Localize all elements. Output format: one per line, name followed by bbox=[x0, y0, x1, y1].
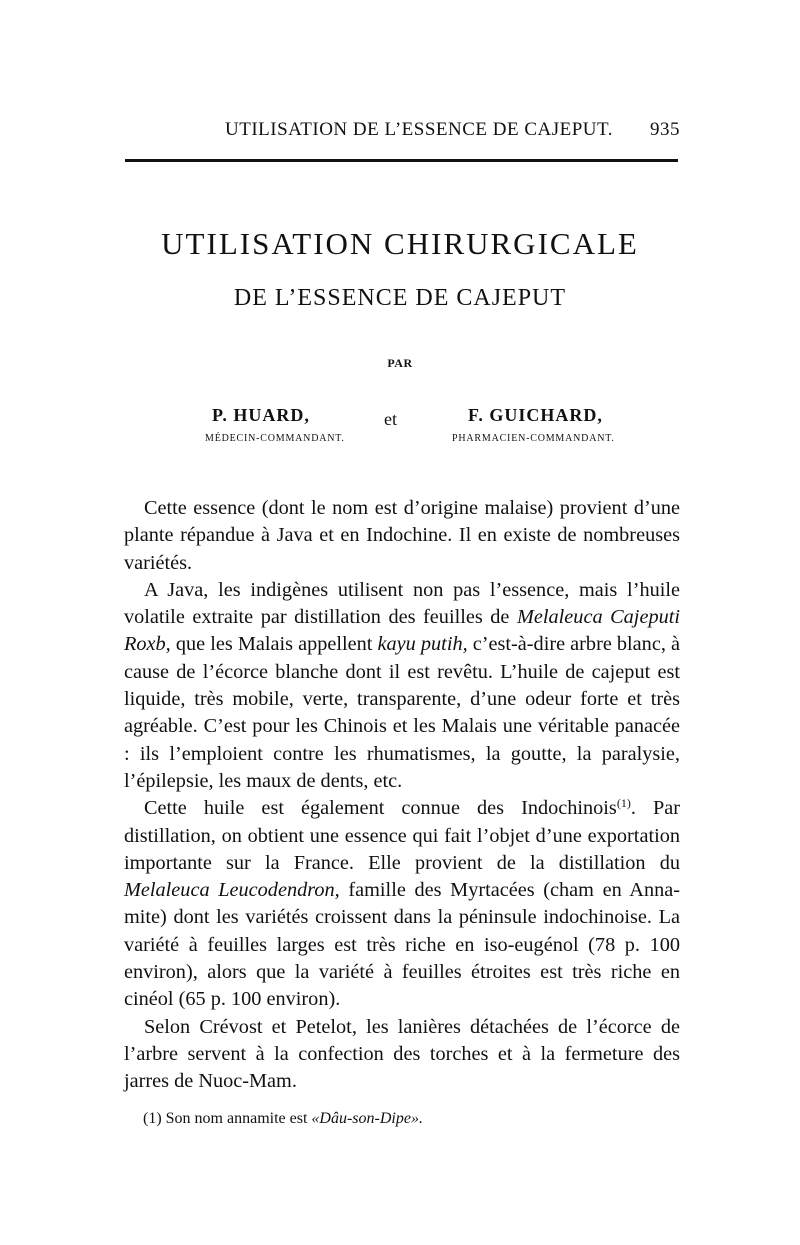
paragraph-2-text-b: que les Malais appellent bbox=[170, 633, 378, 656]
article-subtitle: DE L’ESSENCE DE CAJEPUT bbox=[233, 285, 567, 311]
species-name-cajeputi: Melaleuca Cajeputi Roxb, bbox=[124, 606, 680, 656]
article-title: UTILISATION CHIRURGICALE bbox=[161, 226, 639, 261]
author-role-1: MÉDECIN-COMMANDANT. bbox=[205, 433, 345, 444]
header-rule bbox=[125, 159, 678, 162]
running-head-title: UTILISATION DE L’ESSENCE DE CAJEPUT. bbox=[225, 119, 613, 140]
paragraph-4: Selon Crévost et Petelot, les lanières détachées de l’écorce de l’arbre servent à la confection des torches et à la fermeture des jarres de Nuoc-Mam. bbox=[124, 1015, 680, 1093]
article-body bbox=[124, 495, 680, 1096]
paragraph-2-text-c: c’est-à-dire arbre blanc, à cause de l’écorce blanche dont il est revêtu. L’huile de cajeput est liquide, très mobile, verte, transparente, d’une odeur forte et très agréable. C’est pour les Chinois et les Malais une véritable panacée : ils l’emploient contre les rhumatismes, la goutte, la paralysie, l’épilepsie, les maux de dents, etc. bbox=[124, 633, 680, 792]
paragraph-2 bbox=[124, 577, 680, 795]
author-name-2: F. GUICHARD, bbox=[468, 405, 603, 425]
paragraph-3-text-c: famille des Myrtacées (cham en Annamite) dont les variétés croissent dans la péninsule indochinoise. La variété à feuilles larges est très riche en iso-eugénol (78 p. 100 environ), alors que la variété à feuilles étroites est très riche en cinéol (65 p. 100 environ). bbox=[124, 879, 680, 1011]
paragraph-3-text-b: . Par distillation, on obtient une essence qui fait l’objet d’une exportation importante sur la France. Elle provient de la distillation du bbox=[124, 797, 680, 874]
term-kayu-putih: kayu putih, bbox=[377, 633, 468, 656]
paragraph-2-text-a: A Java, les indigènes utilisent non pas l’essence, mais l’huile volatile extraite par distillation des feuilles de bbox=[124, 578, 680, 629]
author-name-1: P. HUARD, bbox=[212, 405, 310, 425]
footnote bbox=[143, 1110, 423, 1128]
footnote-marker: (1) bbox=[143, 1110, 162, 1127]
page-number: 935 bbox=[650, 119, 680, 140]
paragraph-1: Cette essence (dont le nom est d’origine malaise) provient d’une plante répandue à Java et en Indochine. Il en existe de nombreuses variétés. bbox=[124, 497, 680, 574]
footnote-ref: (1) bbox=[616, 796, 631, 811]
author-role-2: PHARMACIEN-COMMANDANT. bbox=[452, 433, 615, 444]
paragraph-3 bbox=[124, 795, 680, 1013]
byline-et: et bbox=[384, 409, 397, 429]
species-name-leucodendron: Melaleuca Leucodendron, bbox=[124, 879, 340, 902]
paragraph-3-text-a: Cette huile est également connue des Indochinois bbox=[144, 797, 617, 820]
byline-par: PAR bbox=[387, 356, 413, 370]
footnote-term: «Dâu-son-Dipe». bbox=[311, 1110, 423, 1127]
footnote-text: Son nom annamite est bbox=[161, 1110, 312, 1127]
